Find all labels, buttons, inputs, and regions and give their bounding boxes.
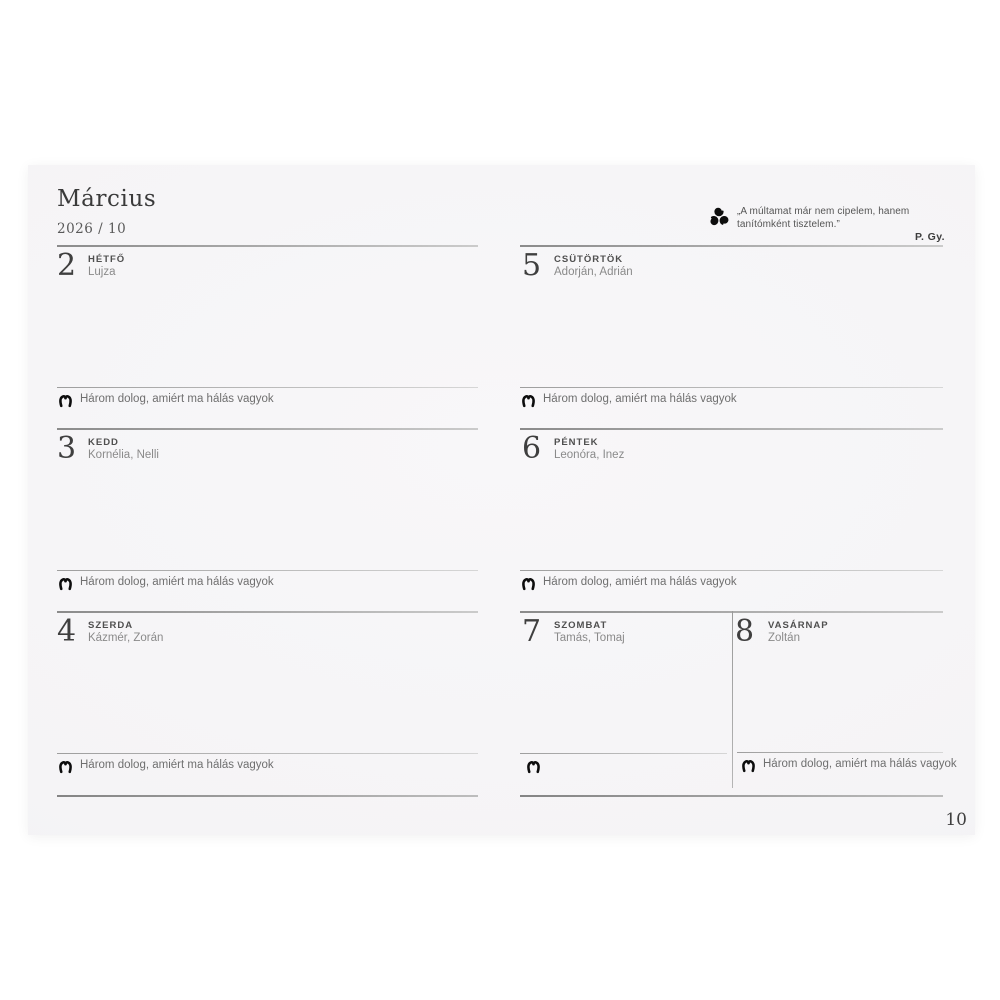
gratitude-row-thursday bbox=[520, 390, 737, 408]
day-number-2: 2 bbox=[57, 248, 77, 283]
notes-area-friday bbox=[520, 466, 943, 566]
gratitude-prompt: Három dolog, amiért ma hálás vagyok bbox=[80, 576, 274, 588]
namedays-thursday: Adorján, Adrián bbox=[554, 266, 633, 278]
day-name-wednesday: SZERDA bbox=[88, 620, 134, 631]
rule-left-day-4 bbox=[57, 611, 478, 613]
day-name-friday: PÉNTEK bbox=[554, 437, 599, 448]
quote-line-2: tanítómként tisztelem.” bbox=[737, 218, 840, 230]
day-name-monday: HÉTFŐ bbox=[88, 254, 126, 265]
gratitude-row-saturday bbox=[525, 756, 542, 774]
gratitude-row-tuesday bbox=[57, 573, 274, 591]
namedays-friday: Leonóra, Inez bbox=[554, 449, 625, 461]
heart-hands-icon bbox=[57, 391, 74, 408]
rule-right-bottom bbox=[520, 795, 943, 797]
rule-left-gratitude-3 bbox=[57, 753, 478, 754]
rule-right-gratitude-1 bbox=[520, 387, 943, 388]
gratitude-row-friday bbox=[520, 573, 737, 591]
gratitude-prompt: Három dolog, amiért ma hálás vagyok bbox=[80, 759, 274, 771]
planner-page bbox=[28, 165, 975, 835]
rule-left-gratitude-1 bbox=[57, 387, 478, 388]
triskelion-icon bbox=[705, 203, 733, 231]
heart-hands-icon bbox=[740, 756, 757, 773]
notes-area-saturday bbox=[520, 649, 727, 749]
rule-right-top bbox=[520, 245, 943, 247]
day-number-6: 6 bbox=[522, 431, 542, 466]
day-name-sunday: VASÁRNAP bbox=[768, 620, 829, 631]
quote-author: P. Gy. bbox=[914, 231, 945, 243]
namedays-sunday: Zoltán bbox=[768, 632, 800, 644]
gratitude-prompt: Három dolog, amiért ma hálás vagyok bbox=[543, 393, 737, 405]
gratitude-prompt: Három dolog, amiért ma hálás vagyok bbox=[763, 758, 957, 770]
notes-area-thursday bbox=[520, 283, 943, 383]
namedays-tuesday: Kornélia, Nelli bbox=[88, 449, 159, 461]
gratitude-prompt: Három dolog, amiért ma hálás vagyok bbox=[543, 576, 737, 588]
weekly-quote bbox=[737, 206, 937, 231]
day-number-3: 3 bbox=[57, 431, 77, 466]
rule-right-gratitude-2 bbox=[520, 570, 943, 571]
month-title: Március bbox=[57, 186, 157, 212]
rule-saturday-gratitude bbox=[520, 753, 727, 754]
rule-left-top bbox=[57, 245, 478, 247]
quote-line-1: „A múltamat már nem cipelem, hanem bbox=[737, 206, 910, 217]
day-number-4: 4 bbox=[57, 614, 77, 649]
namedays-monday: Lujza bbox=[88, 266, 116, 278]
day-number-5: 5 bbox=[522, 248, 542, 283]
day-name-thursday: CSÜTÖRTÖK bbox=[554, 254, 624, 265]
day-name-saturday: SZOMBAT bbox=[554, 620, 608, 631]
rule-right-day-6 bbox=[520, 428, 943, 430]
saturday-sunday-divider bbox=[732, 611, 733, 788]
page-number: 10 bbox=[945, 810, 967, 830]
heart-hands-icon bbox=[520, 574, 537, 591]
gratitude-row-wednesday bbox=[57, 756, 274, 774]
gratitude-row-sunday bbox=[740, 755, 957, 773]
namedays-wednesday: Kázmér, Zorán bbox=[88, 632, 164, 644]
notes-area-monday bbox=[57, 283, 478, 383]
day-number-7: 7 bbox=[522, 614, 542, 649]
heart-hands-icon bbox=[57, 757, 74, 774]
gratitude-row-monday bbox=[57, 390, 274, 408]
gratitude-prompt: Három dolog, amiért ma hálás vagyok bbox=[80, 393, 274, 405]
rule-left-day-3 bbox=[57, 428, 478, 430]
heart-hands-icon bbox=[520, 391, 537, 408]
year-week-label: 2026 / 10 bbox=[57, 221, 127, 237]
notes-area-tuesday bbox=[57, 466, 478, 566]
namedays-saturday: Tamás, Tomaj bbox=[554, 632, 625, 644]
rule-sunday-gratitude bbox=[737, 752, 943, 753]
heart-hands-icon bbox=[525, 757, 542, 774]
notes-area-wednesday bbox=[57, 649, 478, 749]
day-name-tuesday: KEDD bbox=[88, 437, 119, 448]
notes-area-sunday bbox=[737, 649, 943, 749]
rule-left-gratitude-2 bbox=[57, 570, 478, 571]
rule-left-bottom bbox=[57, 795, 478, 797]
heart-hands-icon bbox=[57, 574, 74, 591]
day-number-8: 8 bbox=[735, 614, 755, 649]
